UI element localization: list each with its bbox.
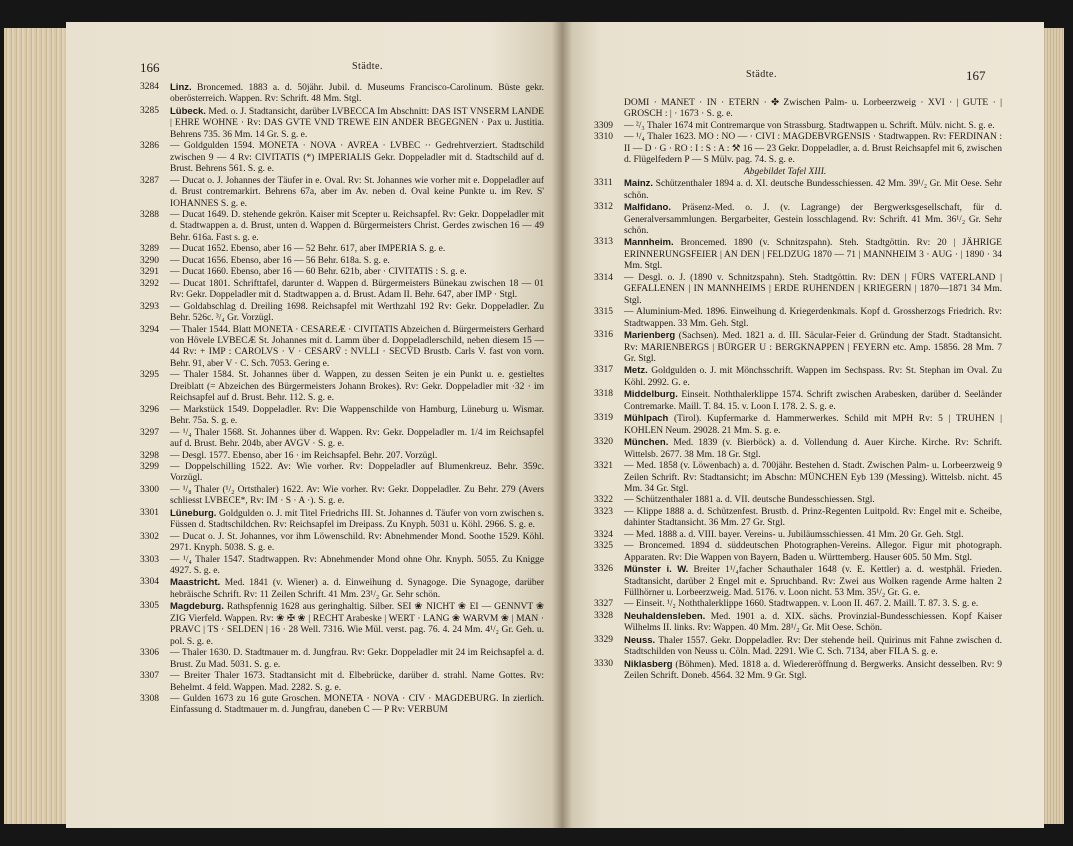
city-name: Lüneburg.: [170, 507, 217, 519]
catalogue-entry: [594, 495, 1002, 506]
lot-number: 3287: [140, 175, 159, 186]
entry-text: Broncemed. 1890 (v. Schnitzspahn). Steh. Stadtgöttin. Rv: 20 | JÄHRIGE ERINNERUNGSFEIER | AN DEN | FELDZUG 1870 — 71 | MANNHEIM 3 · AUG · | 1890 · 34 Mm. Stgl.: [624, 238, 1002, 272]
lot-number: 3320: [594, 437, 613, 448]
lot-number: 3318: [594, 389, 613, 400]
city-name: Middelburg.: [624, 389, 678, 401]
entry-text: DOMI · MANET · IN · ETERN · ✤ Zwischen Palm- u. Lorbeerzweig · XVI · | GUTE · | GROSCH : | · 1673 · S. g. e.: [624, 98, 1002, 120]
catalogue-entry: [594, 389, 1002, 413]
city-name: Metz.: [624, 365, 648, 377]
catalogue-entry: [594, 507, 1002, 530]
lot-number: 3300: [140, 484, 159, 495]
entry-text: — Ducat 1652. Ebenso, aber 16 — 52 Behr. 617, aber IMPERIA S. g. e.: [170, 244, 446, 255]
catalogue-entry: [140, 244, 544, 255]
catalogue-entry: [594, 237, 1002, 272]
lot-number: 3289: [140, 244, 159, 255]
entry-text: — Thaler 1630. D. Stadtmauer m. d. Jungfrau. Rv: Gekr. Doppeladler mit 24 im Reichsapfel a. d. Brust. Zu Mad. 5031. S. g. e.: [170, 648, 544, 670]
lot-number: 3302: [140, 531, 159, 542]
page-number: 166: [140, 60, 160, 75]
running-head: Städte.: [352, 61, 383, 72]
catalogue-entry: [140, 577, 544, 601]
entry-text: — Ducat 1801. Schrifttafel, darunter d. Wappen d. Bürgermeisters Bünekau zwischen 18 — 01 Rv: Gekr. Doppeladler mit d. Stadtwappen a. d. Brust. Adam II. Behr. 647, aber IMP · Stgl.: [170, 278, 544, 301]
lot-number: 3301: [140, 507, 159, 518]
page-number: 167: [966, 68, 986, 83]
lot-number: 3325: [594, 541, 613, 552]
city-name: Malfidano.: [624, 202, 671, 214]
catalogue-entry: [594, 273, 1002, 307]
entry-text: — Thaler 1584. St. Johannes über d. Wappen, zu dessen Seiten je ein Punkt u. e. gestieltes Dreiblatt (= Abzeichen des Bürgermeisters Johann Brokes). Rv: Gekr. Doppeladler mit ·32 · im Reichsapfel auf d. Brust. Behr. 112. S. g. e.: [170, 370, 544, 404]
entry-text: (Sachsen). Med. 1821 a. d. III. Säcular-Feier d. Gründung der Stadt. Stadtansicht. Rv: MARIENBERGS | BÜRGER U : BERGKNAPPEN | FEYERN etc. Amp. 15856. 28 Mm. 7 Gr. Stgl.: [624, 331, 1002, 364]
left-page: [66, 22, 562, 828]
catalogue-entries: [140, 82, 544, 717]
entry-text: — Doppelschilling 1522. Av: Wie vorher. Rv: Doppeladler auf Blumenkreuz. Behr. 359c. Vorzügl.: [170, 461, 544, 484]
lot-number: 3312: [594, 202, 613, 213]
lot-number: 3328: [594, 610, 613, 621]
lot-number: 3288: [140, 209, 159, 220]
catalogue-entry: [594, 530, 1002, 541]
catalogue-entry: [140, 532, 544, 555]
entry-text: — Ducat 1656. Ebenso, aber 16 — 56 Behr. 618a. S. g. e.: [170, 255, 390, 266]
entry-text: Breiter 1¹/₄facher Schauthaler 1648 (v. E. Kettler) a. d. westphäl. Frieden. Stadtansicht, darüber 2 Engel mit e. Spruchband. Rv: Zwei aus Wolken ragende Arme halten 2 Füllhörner u. Lorbeerzweig. Mad. 5176. v. Loon nicht. 53 Mm. 35¹/₂ Gr. G. e.: [624, 565, 1003, 599]
lot-number: 3291: [140, 267, 159, 278]
entry-text: Broncemed. 1883 a. d. 50jähr. Jubil. d. Museums Francisco-Carolinum. Büste gekr. oberösterreich. Wappen. Rv: Schrift. 48 Mm. Stgl.: [170, 83, 544, 105]
running-head: Städte.: [746, 69, 777, 80]
entry-text: Med. 1841 (v. Wiener) a. d. Einweihung d. Synagoge. Die Synagoge, darüber hebräische Schrift. Rv: 11 Zeilen Schrift. 41 Mm. 23¹/₂ Gr. Sehr schön.: [170, 578, 544, 600]
lot-number: 3316: [594, 330, 613, 341]
lot-number: 3323: [594, 506, 613, 517]
catalogue-entry: [140, 485, 544, 508]
entry-text: — Schützenthaler 1881 a. d. VII. deutsche Bundesschiessen. Stgl.: [624, 495, 875, 506]
lot-number: 3306: [140, 648, 159, 659]
entry-text: — Goldgulden 1594. MONETA · NOVA · AVREA · LVBEC ·· Gedrehtverziert. Stadtschild zwischen 9 — 4 Rv: CIVITATIS (*) IMPERIALIS Gekr. Doppeladler mit d. Stadtschild auf d. Brust. Behrens 561. S. g. e.: [170, 141, 544, 175]
catalogue-entry: [594, 178, 1002, 202]
catalogue-entry: [594, 307, 1002, 330]
entry-text: — Einseit. ¹/₂ Noththalerklippe 1660. Stadtwappen. v. Loon II. 467. 2. Maill. T. 87. 3. S. g. e.: [624, 599, 979, 610]
catalogue-entry: [594, 365, 1002, 389]
page-stack-left-edge: [4, 28, 70, 824]
lot-number: 3309: [594, 120, 613, 131]
open-book: [4, 22, 1064, 828]
city-name: Mainz.: [624, 178, 654, 190]
catalogue-entry: [594, 599, 1002, 610]
plate-reference: Abgebildet Tafel XIII.: [744, 166, 827, 177]
entry-text: — ¹/₄ Thaler 1547. Stadtwappen. Rv: Abnehmender Mond ohne Ohr. Knyph. 5055. Zu Knigge 4927. S. g. e.: [170, 554, 544, 577]
lot-number: 3296: [140, 404, 159, 415]
entry-text: — Aluminium-Med. 1896. Einweihung d. Kriegerdenkmals. Kopf d. Grossherzogs Friedrich. Rv: Stadtwappen. 33 Mm. Geh. Stgl.: [624, 307, 1002, 329]
catalogue-entry: [594, 659, 1002, 683]
lot-number: 3308: [140, 694, 159, 705]
catalogue-entry: [140, 325, 544, 371]
catalogue-entry: [140, 601, 544, 648]
entry-text: — ¹/₈ Thaler (¹/₂ Ortsthaler) 1622. Av: Wie vorher. Rv: Gekr. Doppeladler. Zu Behr. 279 (Avers schliesst LVBECE*, Rv: IM · S · A ·). S. g. e.: [170, 484, 544, 507]
lot-number: 3284: [140, 82, 159, 92]
lot-number: 3317: [594, 365, 613, 376]
lot-number: 3315: [594, 307, 613, 318]
catalogue-entry: [140, 279, 544, 302]
catalogue-entry: [594, 541, 1002, 564]
lot-number: 3292: [140, 278, 159, 289]
entry-text: Med. o. J. Stadtansicht, darüber LVBECCA Im Abschnitt: DAS IST VNSERM LANDE | EHRE WOHNE · Rv: DAS GVTE VND TREWE EIN ANDER BEGEGNEN · Pax u. Justitia. Behrens 735. 36 Mm. 14 Gr. S. g. e.: [170, 106, 544, 140]
catalogue-entry: [140, 370, 544, 404]
entry-text: (Tirol). Kupfermarke d. Hammerwerkes. Schild mit MPH Rv: 5 | TRUHEN | KOHLEN Neum. 29028. 21 Mm. S. g. e.: [624, 414, 1002, 436]
lot-number: 3297: [140, 427, 159, 438]
entry-text: Med. 1901 a. d. XIX. sächs. Provinzial-Bundesschiessen. Kopf Kaiser Wilhelms II. links. Rv: Wappen. 40 Mm. 28¹/₂ Gr. Mit Oese. Schön.: [624, 611, 1002, 634]
catalogue-entry: [140, 555, 544, 578]
catalogue-entry: [140, 462, 544, 485]
lot-number: 3310: [594, 132, 613, 143]
catalogue-entry: [594, 461, 1002, 495]
lot-number: 3322: [594, 495, 613, 506]
catalogue-entry: [594, 437, 1002, 461]
city-name: Mühlpach: [624, 413, 669, 425]
entry-text: Med. 1839 (v. Bierböck) a. d. Vollendung d. Auer Kirche. Kirche. Rv: Schrift. Wittelsb. 2677. 38 Mm. 18 Gr. Stgl.: [624, 438, 1002, 460]
catalogue-entry: [140, 82, 544, 106]
city-name: Neuss.: [624, 634, 656, 646]
catalogue-entries: [594, 98, 1002, 683]
lot-number: 3286: [140, 141, 159, 152]
entry-text: — Med. 1888 a. d. VIII. bayer. Vereins- u. Jubiläumsschiessen. 41 Mm. 20 Gr. Geh. Stgl.: [624, 529, 964, 540]
entry-text: Goldgulden o. J. mit Titel Friedrichs III. St. Johannes d. Täufer von vorn zwischen s. Füssen d. Stadtschildchen. Rv: Reichsapfel im Dreipass. Zu Knyph. 5031 u. Köhl. 2966. S. g. e.: [170, 508, 544, 531]
lot-number: 3298: [140, 450, 159, 461]
entry-text: — Markstück 1549. Doppeladler. Rv: Die Wappenschilde von Hamburg, Lüneburg u. Wismar. Behr. 75a. S. g. e.: [170, 404, 544, 427]
city-name: Mannheim.: [624, 237, 674, 249]
lot-number: 3321: [594, 461, 613, 472]
entry-text: — Ducat 1660. Ebenso, aber 16 — 60 Behr. 621b, aber · CIVITATIS : S. g. e.: [170, 267, 467, 278]
catalogue-entry: [594, 202, 1002, 237]
city-name: Linz.: [170, 82, 192, 93]
city-name: Niklasberg: [624, 658, 673, 670]
catalogue-entry: [140, 176, 544, 210]
lot-number: 3303: [140, 554, 159, 565]
catalogue-entry: [140, 267, 544, 278]
lot-number: 3293: [140, 301, 159, 312]
lot-number: 3307: [140, 671, 159, 682]
lot-number: 3290: [140, 255, 159, 266]
catalogue-entry: [140, 106, 544, 141]
lot-number: 3326: [594, 564, 613, 575]
catalogue-entry: [140, 671, 544, 694]
entry-text: — Med. 1858 (v. Löwenbach) a. d. 700jähr. Bestehen d. Stadt. Zwischen Palm- u. Lorbeerzweig 9 Zeilen Schrift. Rv: Stadtansicht; im Abschn: MÜNCHEN Eyb 139 (Messing). Wittelsb. nicht. 45 Mm. 34 Gr. Stgl.: [624, 461, 1002, 494]
entry-text: — Desgl. o. J. (1890 v. Schnitzspahn). Steh. Stadtgöttin. Rv: DEN | FÜRS VATERLAND | GEFALLENEN | IN MANNHEIMS | ERDE RUHENDEN | KRIEGERN | 1870—1871 34 Mm. Stgl.: [624, 272, 1002, 306]
entry-text: Präsenz-Med. o. J. (v. Lagrange) der Bergwerksgesellschaft, für d. Generalversammlungen. Bergarbeiter, Gestein losschlagend. Rv: Schrift. 41 Mm. 36¹/₂ Gr. Sehr schön.: [624, 203, 1002, 236]
entry-text: Einseit. Noththalerklippe 1574. Schrift zwischen Arabesken, darüber d. Seeländer Contremarke. Maill. T. 84. 15. v. Loon I. 178. 2. S. g. e.: [624, 390, 1002, 412]
lot-number: 3329: [594, 634, 613, 645]
entry-text: Rathspfennig 1628 aus geringhaltig. Silber. SEI ❀ NICHT ❀ EI — GENNVT ❀ ZIG Vierfeld. Wappen. Rv: ❀ ✠ ❀ | RECHT Arabeske | WERT · LANG ❀ WARVM ❀ | MAN · PRAVC | TS · SELDEN | 16 · 28 Well. 7316. Wie Mül. verst. pag. 76. 4. 24 Mm. 4¹/₂ Gr. Geh. u. pol. S. g. e.: [170, 602, 544, 647]
catalogue-entry: [140, 302, 544, 325]
right-page: [562, 22, 1044, 828]
entry-text: — Ducat o. J. Johannes der Täufer in e. Oval. Rv: St. Johannes wie vorher mit e. Doppeladler auf d. Brust contremarkirt. Behrens 67a, aber im Av. neben d. Oval keine Punkte u. im Rev. S' IOHANNES S. g. e.: [170, 175, 544, 209]
entry-text: Goldgulden o. J. mit Mönchsschrift. Wappen im Sechspass. Rv: St. Stephan im Oval. Zu Köhl. 2992. G. e.: [624, 366, 1002, 388]
city-name: München.: [624, 437, 669, 449]
catalogue-entry: [140, 508, 544, 532]
lot-number: 3285: [140, 105, 159, 116]
catalogue-entry: [594, 635, 1002, 659]
lot-number: 3313: [594, 237, 613, 248]
lot-number: 3330: [594, 658, 613, 669]
entry-text: — ¹/₄ Thaler 1568. St. Johannes über d. Wappen. Rv: Gekr. Doppeladler m. 1/4 im Reichsapfel auf d. Brust. Behr. 204b, aber AVGV · S. g. e.: [170, 427, 544, 450]
catalogue-entry: [140, 210, 544, 244]
catalogue-entry: [140, 648, 544, 671]
catalogue-entry: [140, 405, 544, 428]
city-name: Neuhaldensleben.: [624, 610, 706, 622]
lot-number: 3324: [594, 529, 613, 540]
lot-number: 3295: [140, 370, 159, 381]
lot-number: 3294: [140, 324, 159, 335]
lot-number: 3299: [140, 461, 159, 472]
entry-text: — ¹/₄ Thaler 1623. MO : NO — · CIVI : MAGDEBVRGENSIS · Stadtwappen. Rv: FERDINAN : II — D · G · RO : I : S : A : ⚒ 16 — 23 Gekr. Doppeladler, a. d. Brust Reichsapfel mit 6, zwischen d. Flügelfedern P — S Mülv. pag. 74. S. g. e.: [624, 132, 1002, 166]
lot-number: 3311: [594, 178, 613, 189]
city-name: Marienberg: [624, 330, 676, 342]
catalogue-entry: [140, 694, 544, 717]
catalogue-entry: [140, 428, 544, 451]
entry-text: — Gulden 1673 zu 16 gute Groschen. MONETA · NOVA · CIV · MAGDEBURG. In zierlich. Einfassung d. Stadtmauer m. d. Jungfrau, daneben C — P Rv: VERBUM: [170, 694, 544, 716]
entry-text: — Klippe 1888 a. d. Schützenfest. Brustb. d. Prinz-Regenten Luitpold. Rv: Engel mit e. Scheibe, dahinter Stadtansicht. 36 Mm. 27 Gr. Stgl.: [624, 506, 1002, 529]
entry-text: — ²/₃ Thaler 1674 mit Contremarque von Strassburg. Stadtwappen u. Schrift. Mülv. nicht. S. g. e.: [624, 120, 995, 131]
entry-text: Schützenthaler 1894 a. d. XI. deutsche Bundesschiessen. 42 Mm. 39¹/₂ Gr. Mit Oese. Sehr schön.: [624, 179, 1002, 201]
entry-text: — Broncemed. 1894 d. süddeutschen Photographen-Vereins. Allegor. Figur mit photograph. Apparaten. Rv: Die Wappen von Bayern, Baden u. Württemberg. Hauser 605. 50 Mm. Stgl.: [624, 541, 1002, 563]
lot-number: 3314: [594, 272, 613, 283]
catalogue-entry: [594, 330, 1002, 365]
lot-number: 3305: [140, 601, 159, 612]
continued-entry: [594, 98, 1002, 121]
lot-number: 3327: [594, 599, 613, 610]
lot-number: 3319: [594, 413, 613, 424]
city-name: Münster i. W.: [624, 564, 689, 576]
catalogue-entry: [140, 141, 544, 175]
book-gutter: [552, 22, 572, 828]
entry-text: — Breiter Thaler 1673. Stadtansicht mit d. Elbebrücke, darüber d. strahl. Name Gottes. Rv: Behelmt. 4 feld. Wappen. Mad. 2282. S. g. e.: [170, 671, 544, 693]
entry-text: — Goldabschlag d. Dreiling 1698. Reichsapfel mit Werthzahl 192 Rv: Gekr. Doppeladler. Zu Behr. 526c. ³/₄ Gr. Vorzügl.: [170, 301, 544, 324]
entry-text: Thaler 1557. Gekr. Doppeladler. Rv: Der stehende heil. Quirinus mit Fahne zwischen d. Stadtschilden von Neuss u. Cöln. Mad. 2291. Wie C. Sch. 7134, aber FILA S. g. e.: [624, 635, 1002, 658]
city-name: Maastricht.: [170, 577, 221, 589]
entry-text: (Böhmen). Med. 1818 a. d. Wiedereröffnung d. Bergwerks. Ansicht desselben. Rv: 9 Zeilen Schrift. Doneb. 4564. 32 Mm. 9 Gr. Stgl.: [624, 659, 1002, 682]
catalogue-entry: [140, 256, 544, 267]
catalogue-entry: [594, 564, 1002, 599]
lot-number: 3304: [140, 577, 159, 588]
entry-text: — Ducat o. J. St. Johannes, vor ihm Löwenschild. Rv: Abnehmender Mond. Soothe 1529. Köhl. 2971. Knyph. 5038. S. g. e.: [170, 531, 544, 554]
page-stack-right-edge: [1042, 28, 1064, 824]
catalogue-entry: [594, 611, 1002, 635]
catalogue-entry: [594, 413, 1002, 437]
entry-text: — Ducat 1649. D. stehende gekrön. Kaiser mit Scepter u. Reichsapfel. Rv: Gekr. Doppeladler mit d. Stadtwappen a. d. Brust, unten d. Wappen d. Bürgermeisters Christ. Gerdes zwischen 16 — 49 Behr. 616a. Fast s. g. e.: [170, 209, 544, 243]
catalogue-entry: [594, 121, 1002, 132]
city-name: Magdeburg.: [170, 601, 224, 613]
catalogue-entry: [140, 451, 544, 462]
catalogue-entry: [594, 132, 1002, 178]
entry-text: — Thaler 1544. Blatt MONETA · CESAREÆ · CIVITATIS Abzeichen d. Bürgermeisters Gerhard von Hövele LVBECÆ St. Johannes mit d. Lamm über d. Doppeladlerschild, neben diesem 15 — 44 Rv: + IMP : CAROLVS · V · CESARV̄ : NVLLI · SECV̄D Brustb. Carls V. fast von vorn. Behr. 91, aber V · C. Sch. 7053. Gering e.: [170, 324, 544, 369]
city-name: Lübeck.: [170, 105, 206, 117]
entry-text: — Desgl. 1577. Ebenso, aber 16 · im Reichsapfel. Behr. 207. Vorzügl.: [170, 450, 438, 461]
